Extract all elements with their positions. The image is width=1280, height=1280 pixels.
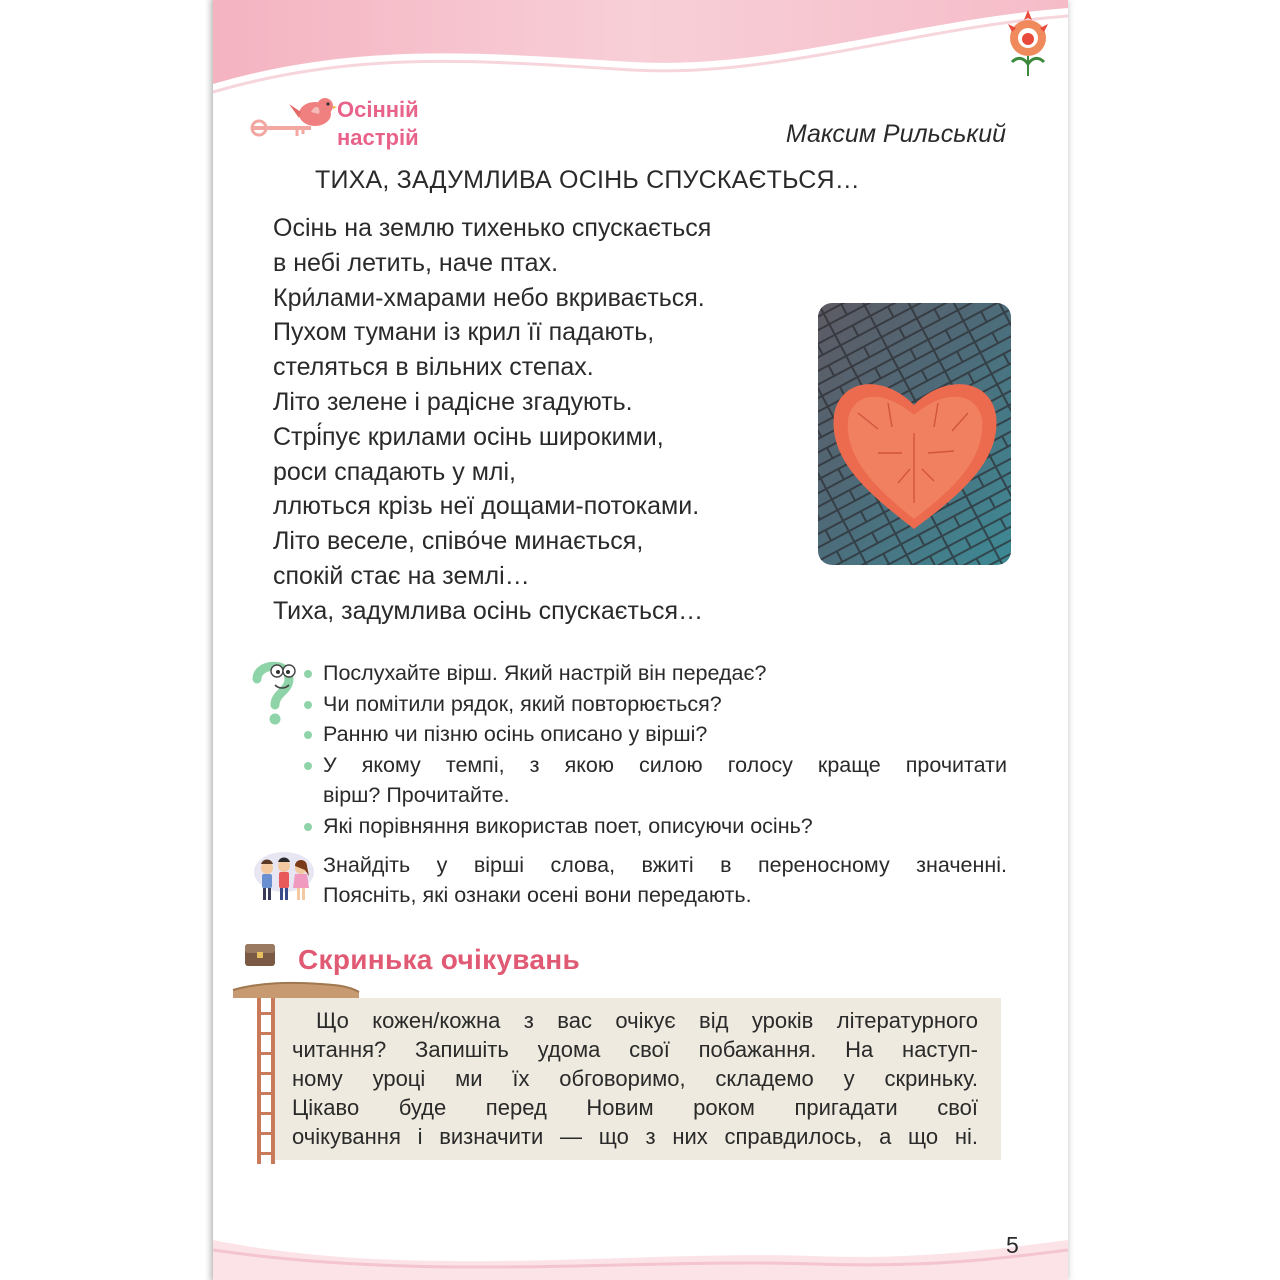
task-line: Поясніть, які ознаки осені вони передають. — [323, 883, 752, 907]
bullet-dot — [304, 762, 312, 770]
book-page — [213, 0, 1068, 1280]
floral-ornament-icon — [998, 6, 1058, 78]
expectations-line: очікування і визначити — що з них справдилось, а що ні. — [292, 1124, 978, 1149]
question-item — [301, 750, 1007, 811]
bottom-wave-decoration — [213, 1210, 1068, 1280]
question-text: Які порівняння використав поет, описуючи осінь? — [323, 813, 813, 838]
expectations-line: ному уроці ми їх обговоримо, складемо у скриньку. — [292, 1066, 978, 1091]
leaf-heart-photo — [818, 303, 1011, 565]
question-text: Ранню чи пізню осінь описано у вірші? — [323, 722, 708, 746]
bullet-dot — [304, 670, 312, 678]
poem-line: Пухом тумани із крил її падають, — [273, 318, 655, 347]
poem-line: стеляться в вільних степах. — [273, 353, 594, 382]
section-label — [249, 92, 449, 162]
treasure-chest-icon — [245, 944, 275, 953]
poem-line: Кри́лами-хмарами небо вкривається. — [273, 283, 705, 312]
expectations-line: Цікаво буде перед Новим роком пригадати свої — [292, 1095, 978, 1120]
section-heading: Скринька очікувань — [298, 944, 581, 975]
poem-line: Стрі́пує крилами осінь широкими, — [273, 422, 664, 451]
question-text: Послухайте вірш. Який настрій він передає? — [323, 661, 767, 685]
expectations-line: Що кожен/кожна з вас очікує від уроків літературного — [316, 1008, 978, 1033]
task-text — [323, 850, 1007, 910]
question-text: вірш? Прочитайте. — [323, 783, 510, 807]
poem-line: Літо зелене і радісне згадують. — [273, 387, 633, 416]
expectations-line: читання? Запишіть удома свої побажання. На наступ- — [292, 1037, 978, 1062]
poem-title: ТИХА, ЗАДУМЛИВА ОСІНЬ СПУСКАЄТЬСЯ… — [315, 166, 860, 194]
poem-line: спокій стає на землі… — [273, 561, 530, 590]
poem-line: Тиха, задумлива осінь спускається… — [273, 596, 704, 625]
kids-icon — [253, 850, 315, 906]
question-text: У якому темпі, з якою силою голосу краще прочитати — [323, 752, 1007, 777]
section-label-text: Осінній настрій — [337, 97, 419, 150]
poem-line: Літо веселе, співо́че минається, — [273, 527, 644, 556]
page-number: 5 — [1006, 1232, 1019, 1258]
task-line: Знайдіть у вірші слова, вжиті в переносному значенні. — [323, 853, 1007, 877]
question-item — [301, 719, 1007, 750]
bullet-dot — [304, 701, 312, 709]
poem-line: в небі летить, наче птах. — [273, 248, 559, 277]
bird-key-icon — [249, 92, 337, 152]
question-item — [301, 689, 1007, 720]
poem-line: роси спадають у млі, — [273, 457, 516, 486]
poem-author: Максим Рильський — [785, 120, 1006, 148]
poem-text — [273, 211, 833, 629]
question-item — [301, 658, 1007, 689]
expectations-text — [292, 1006, 978, 1151]
bullet-dot — [304, 823, 312, 831]
question-text: Чи помітили рядок, який повторюється? — [323, 691, 722, 716]
bullet-dot — [304, 731, 312, 739]
question-mark-icon — [247, 655, 299, 727]
poem-line: ллються крізь неї дощами-потоками. — [273, 492, 700, 521]
question-list — [301, 658, 1007, 841]
poem-line: Осінь на землю тихенько спускається — [273, 214, 712, 242]
question-item — [301, 811, 1007, 842]
